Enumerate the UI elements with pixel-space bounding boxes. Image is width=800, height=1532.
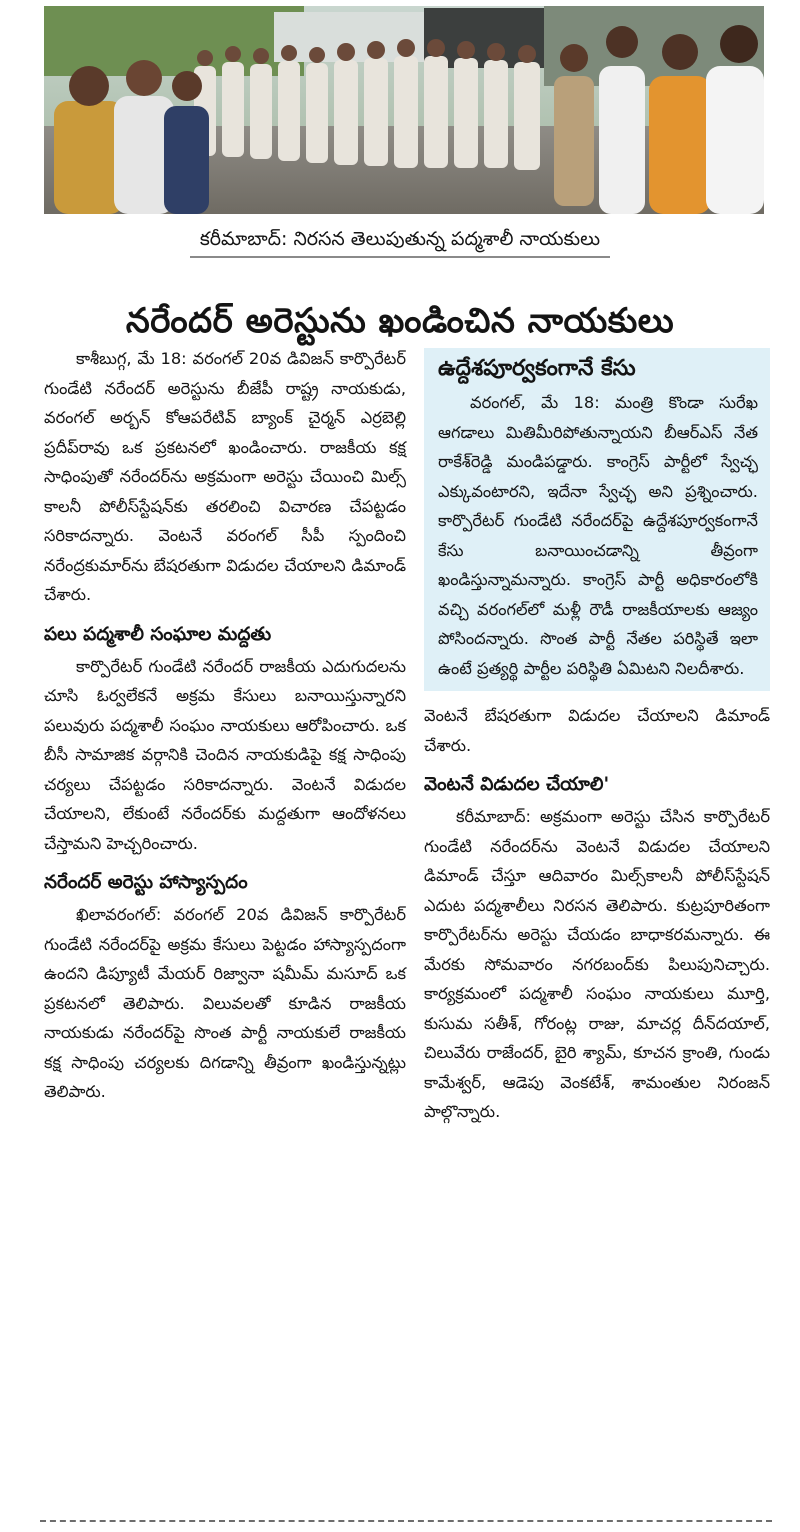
support-paragraph: కార్పొరేటర్‌ గుండేటి నరేందర్‌ రాజకీయ ఎదుగుదలను చూసి ఓర్వలేకనే అక్రమ కేసులు బనాయిస్తున్నారని పలువురు పద్మశాలీ సంఘం నాయకులు ఆరోపించారు. ఒక బీసీ సామాజిక వర్గానికి చెందిన నాయకుడిపై కక్ష సాధింపు చర్యలు చేపట్టడం సరికాదన్నారు. వెంటనే విడుదల చేయాలని, లేకుంటే నరేందర్‌కు మద్దతుగా ఆందోళనలు చేస్తామని హెచ్చరించారు. <box>44 656 406 853</box>
left-column <box>44 344 406 1107</box>
right-column <box>424 348 770 1127</box>
box-paragraph: వరంగల్‌, మే 18: మంత్రి కొండా సురేఖ ఆగడాలు మితిమీరిపోతున్నాయని బీఆర్‌ఎస్‌ నేత రాకేశ్‌రెడ్డి మండిపడ్డారు. కాంగ్రెస్‌ పార్టీలో స్వేచ్ఛ ఎక్కువంటారని, ఇదేనా స్వేచ్ఛ అని ప్రశ్నించారు. కార్పొరేటర్‌ గుండేటి నరేందర్‌పై ఉద్దేశపూర్వకంగానే కేసు బనాయించడాన్ని తీవ్రంగా ఖండిస్తున్నామన్నారు. కాంగ్రెస్‌ పార్టీ అధికారంలోకి వచ్చి వరంగల్‌లో మళ్లీ రౌడీ రాజకీయాలకు ఆజ్యం పోసిందన్నారు. సొంత పార్టీ నేతల పరిస్థితే ఇలా ఉంటే ప్రత్యర్థి పార్టీల పరిస్థితి ఏమిటని నిలదీశారు. <box>438 393 758 678</box>
subheading-support: పలు పద్మశాలీ సంఘాల మద్దతు <box>44 623 272 645</box>
highlight-box <box>424 348 770 691</box>
news-photo <box>44 6 764 214</box>
release-paragraph: కరీమాబాద్‌: అక్రమంగా అరెస్టు చేసిన కార్పొరేటర్‌ గుండేటి నరేందర్‌ను వెంటనే విడుదల చేయాలని డిమాండ్‌ చేస్తూ ఆదివారం మిల్స్‌కాలనీ పోలీస్‌స్టేషన్‌ ఎదుట పద్మశాలీలు నిరసన తెలిపారు. కుట్రపూరితంగా కార్పొరేటర్‌ను అరెస్టు చేయడం బాధాకరమన్నారు. ఈ మేరకు సోమవారం నగరబంద్‌కు పిలుపునిచ్చారు. కార్యక్రమంలో పద్మశాలీ సంఘం నాయకులు మూర్తి, కుసుమ సతీశ్‌, గోరంట్ల రాజు, మాచర్ల దీన్‌దయాల్‌, చిలువేరు రాజేందర్‌, బైరి శ్యామ్‌, కూచన క్రాంతి, గుండు కామేశ్వర్‌, ఆడెపు వెంకటేశ్‌, శామంతుల నిరంజన్‌ పాల్గొన్నారు. <box>424 807 770 1121</box>
lead-paragraph: కాశీబుగ్గ, మే 18: వరంగల్‌ 20వ డివిజన్‌ కార్పొరేటర్‌ గుండేటి నరేందర్‌ అరెస్టును బీజేపీ రాష్ట్ర నాయకుడు, వరంగల్‌ అర్బన్‌ కోఆపరేటివ్‌ బ్యాంక్‌ చైర్మన్‌ ఎర్రబెల్లి ప్రదీప్‌రావు ఒక ప్రకటనలో ఖండించారు. రాజకీయ కక్ష సాధింపుతో నరేందర్‌ను అక్రమంగా అరెస్టు చేయించి మిల్స్‌ కాలనీ పోలీస్‌స్టేషన్‌కు తరలించి విచారణ చేపట్టడం సరికాదన్నారు. వెంటనే వరంగల్‌ సీపీ స్పందించి నరేంద్రకుమార్‌ను బేషరతుగా విడుదల చేయాలని డిమాండ్‌ చేశారు. <box>44 349 406 604</box>
ridiculous-paragraph: ఖిలావరంగల్‌: వరంగల్‌ 20వ డివిజన్‌ కార్పొరేటర్‌ గుండేటి నరేందర్‌పై అక్రమ కేసులు పెట్టడం హాస్యాస్పదంగా ఉందని డిప్యూటీ మేయర్‌ రిజ్వానా షమీమ్‌ మసూద్‌ ఒక ప్రకటనలో తెలిపారు. విలువలతో కూడిన రాజకీయ నాయకుడు నరేందర్‌పై సొంత పార్టీ నాయకులే రాజకీయ కక్ష సాధింపు చర్యలకు దిగడాన్ని తీవ్రంగా ఖండిస్తున్నట్లు తెలిపారు. <box>44 905 406 1101</box>
caption-text: కరీమాబాద్‌: నిరసన తెలుపుతున్న పద్మశాలీ నాయకులు <box>190 226 610 258</box>
photo-caption <box>40 226 760 258</box>
group-photo-illustration <box>44 6 764 214</box>
headline: నరేందర్‌ అరెస్టును ఖండించిన నాయకులు <box>125 300 675 341</box>
carry-paragraph: వెంటనే బేషరతుగా విడుదల చేయాలని డిమాండ్‌ చేశారు. <box>424 706 770 755</box>
subheading-release: వెంటనే విడుదల చేయాలి' <box>424 774 610 795</box>
bottom-divider <box>40 1520 772 1522</box>
subheading-ridiculous: నరేందర్‌ అరెస్టు హాస్యాస్పదం <box>44 872 248 893</box>
box-title: ఉద్దేశపూర్వకంగానే కేసు <box>438 356 636 381</box>
